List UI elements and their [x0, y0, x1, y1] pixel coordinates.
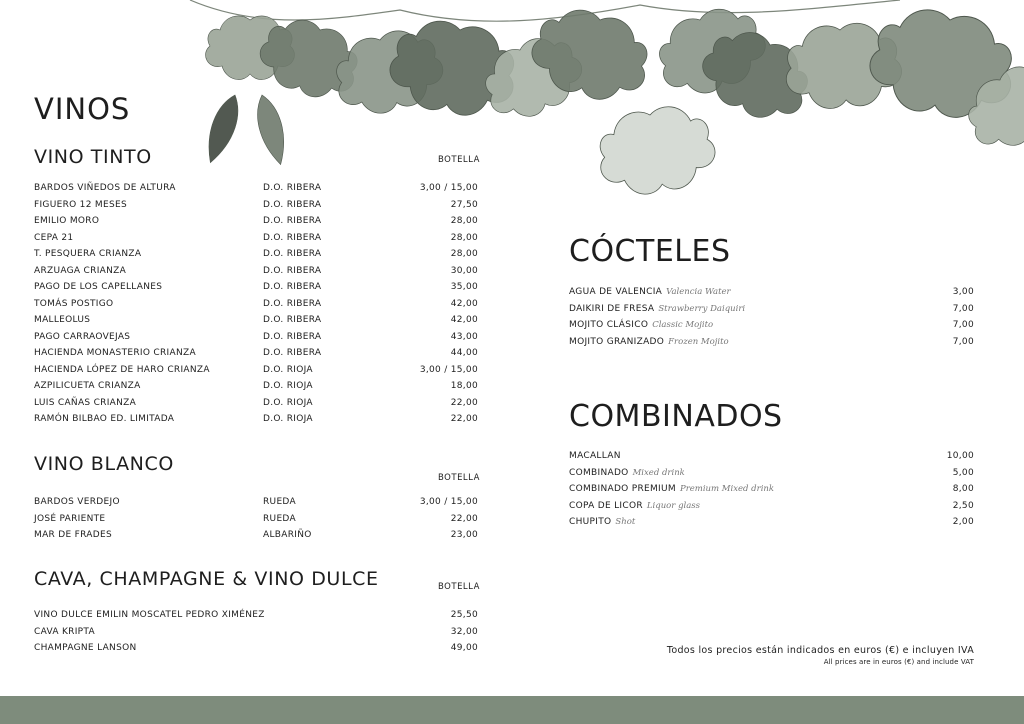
item-translation: Liquor glass	[646, 500, 701, 511]
item-name-text: CAVA KRIPTA	[34, 626, 95, 637]
item-price: 2,50	[952, 500, 974, 511]
item-price: 28,00	[450, 232, 478, 243]
item-price: 7,00	[952, 336, 974, 347]
item-region: D.O. RIOJA	[263, 397, 313, 408]
item-name-text: BARDOS VERDEJO	[34, 497, 120, 507]
item-name	[569, 467, 685, 479]
menu-item-row	[34, 529, 484, 541]
item-price: 43,00	[450, 331, 478, 342]
item-region: D.O. RIBERA	[263, 183, 322, 193]
item-price: 3,00 / 15,00	[419, 497, 478, 507]
item-region: RUEDA	[263, 497, 296, 507]
item-price: 42,00	[450, 315, 478, 325]
menu-item-row	[569, 467, 974, 479]
item-translation: Frozen Mojito	[668, 336, 729, 347]
item-name-text: COPA DE LICOR	[569, 500, 643, 511]
item-price: 7,00	[952, 303, 974, 314]
item-price: 3,00 / 15,00	[419, 364, 478, 375]
item-name	[34, 642, 137, 654]
menu-item-row	[34, 331, 484, 343]
menu-item-row	[34, 298, 484, 310]
vino-tinto-column-label: BOTELLA	[438, 155, 480, 165]
menu-item-row	[569, 516, 974, 528]
item-price: 22,00	[450, 397, 478, 408]
item-name-text: CHAMPAGNE LANSON	[34, 643, 137, 653]
item-name-text: AZPILICUETA CRIANZA	[34, 381, 141, 391]
item-price: 32,00	[450, 626, 478, 637]
item-price: 22,00	[450, 513, 478, 524]
menu-item-row	[34, 513, 484, 525]
item-name	[569, 500, 700, 512]
item-price: 18,00	[450, 381, 478, 391]
menu-item-row	[34, 642, 484, 654]
menu-item-row	[569, 483, 974, 495]
menu-item-row	[569, 303, 974, 315]
menu-item-row	[34, 215, 484, 227]
item-name	[34, 626, 95, 638]
item-price: 5,00	[952, 467, 974, 478]
item-name	[34, 248, 141, 260]
item-name	[34, 182, 176, 194]
item-name	[34, 513, 105, 525]
item-name	[34, 397, 136, 409]
item-price: 3,00 / 15,00	[419, 183, 478, 193]
item-region: D.O. RIBERA	[263, 315, 322, 325]
item-name	[34, 331, 130, 343]
price-note-english: All prices are in euros (€) and include VAT	[823, 658, 974, 666]
item-region: D.O. RIBERA	[263, 348, 322, 358]
vino-blanco-heading: VINO BLANCO	[34, 453, 174, 475]
menu-item-row	[34, 364, 484, 376]
item-name	[569, 303, 745, 315]
item-name-text: JOSÉ PARIENTE	[34, 513, 106, 524]
item-name	[34, 380, 141, 392]
item-region: D.O. RIOJA	[263, 364, 313, 375]
item-price: 28,00	[450, 216, 478, 226]
item-price: 2,00	[952, 517, 974, 527]
item-region: D.O. RIBERA	[263, 199, 322, 210]
item-translation: Premium Mixed drink	[679, 484, 775, 494]
menu-item-row	[34, 347, 484, 359]
item-translation: Valencia Water	[666, 287, 731, 297]
item-price: 22,00	[450, 414, 478, 424]
item-region: D.O. RIBERA	[263, 282, 322, 292]
menu-item-row	[34, 199, 484, 211]
item-name-text: ARZUAGA CRIANZA	[34, 265, 127, 276]
item-name-text: CHUPITO	[569, 517, 612, 527]
cocteles-heading: CÓCTELES	[569, 234, 731, 269]
cava-champagne-heading: CAVA, CHAMPAGNE & VINO DULCE	[34, 568, 379, 590]
item-price: 30,00	[450, 265, 478, 276]
item-region: D.O. RIBERA	[263, 298, 322, 309]
item-name-text: MOJITO CLÁSICO	[569, 320, 649, 330]
item-price: 8,00	[952, 484, 974, 494]
item-price: 42,00	[450, 298, 478, 309]
item-name-text: COMBINADO	[569, 467, 629, 478]
item-name-text: T. PESQUERA CRIANZA	[34, 249, 142, 259]
item-name-text: CEPA 21	[34, 232, 74, 243]
menu-item-row	[34, 413, 484, 425]
item-region: ALBARIÑO	[263, 530, 312, 540]
item-region: D.O. RIOJA	[263, 414, 313, 424]
item-price: 35,00	[450, 282, 478, 292]
item-name	[34, 314, 90, 326]
item-name-text: MACALLAN	[569, 451, 621, 461]
menu-item-row	[569, 500, 974, 512]
item-name-text: PAGO DE LOS CAPELLANES	[34, 282, 163, 292]
item-name	[34, 347, 196, 359]
item-translation: Classic Mojito	[652, 320, 714, 330]
item-price: 10,00	[946, 451, 974, 461]
item-price: 27,50	[450, 199, 478, 210]
item-translation: Shot	[615, 517, 636, 527]
item-region: D.O. RIBERA	[263, 265, 322, 276]
item-price: 49,00	[450, 643, 478, 653]
item-name-text: MALLEOLUS	[34, 315, 91, 325]
item-name-text: VINO DULCE EMILIN MOSCATEL PEDRO XIMÉNEZ	[34, 610, 265, 620]
menu-item-row	[569, 336, 974, 348]
item-name	[34, 496, 120, 508]
menu-item-row	[569, 319, 974, 331]
item-name-text: DAIKIRI DE FRESA	[569, 303, 655, 314]
item-name-text: COMBINADO PREMIUM	[569, 484, 676, 494]
item-price: 44,00	[450, 348, 478, 358]
item-translation: Strawberry Daiquiri	[658, 303, 746, 314]
menu-item-row	[34, 609, 484, 621]
ivy-leaves-illustration	[0, 0, 1024, 210]
item-name-text: AGUA DE VALENCIA	[569, 287, 663, 297]
item-name-text: PAGO CARRAOVEJAS	[34, 331, 131, 342]
item-name-text: TOMÁS POSTIGO	[34, 298, 114, 309]
item-price: 25,50	[450, 610, 478, 620]
item-translation: Mixed drink	[632, 467, 685, 478]
item-name	[569, 516, 635, 528]
vino-blanco-column-label: BOTELLA	[438, 473, 480, 483]
item-name-text: HACIENDA MONASTERIO CRIANZA	[34, 348, 196, 358]
item-region: D.O. RIOJA	[263, 381, 313, 391]
item-name-text: RAMÓN BILBAO ED. LIMITADA	[34, 414, 175, 424]
menu-item-row	[34, 265, 484, 277]
menu-item-row	[34, 314, 484, 326]
item-name-text: EMILIO MORO	[34, 216, 100, 226]
item-price: 23,00	[450, 530, 478, 540]
menu-item-row	[569, 286, 974, 298]
menu-item-row	[34, 397, 484, 409]
item-name	[34, 364, 210, 376]
item-region: RUEDA	[263, 513, 296, 524]
menu-item-row	[569, 450, 974, 462]
item-name-text: HACIENDA LÓPEZ DE HARO CRIANZA	[34, 364, 210, 375]
item-name-text: FIGUERO 12 MESES	[34, 199, 127, 210]
cava-column-label: BOTELLA	[438, 582, 480, 592]
menu-item-row	[34, 232, 484, 244]
item-price: 28,00	[450, 249, 478, 259]
menu-item-row	[34, 281, 484, 293]
item-name	[569, 450, 621, 462]
vinos-title: VINOS	[34, 92, 131, 126]
item-region: D.O. RIBERA	[263, 331, 322, 342]
item-name	[34, 609, 265, 621]
combinados-heading: COMBINADOS	[569, 399, 783, 434]
item-name	[34, 265, 126, 277]
item-region: D.O. RIBERA	[263, 232, 322, 243]
item-name	[34, 281, 162, 293]
item-name-text: BARDOS VIÑEDOS DE ALTURA	[34, 183, 176, 193]
item-name	[34, 529, 112, 541]
menu-item-row	[34, 496, 484, 508]
item-price: 7,00	[952, 320, 974, 330]
item-name-text: LUIS CAÑAS CRIANZA	[34, 397, 137, 408]
item-name	[569, 483, 774, 495]
item-name	[34, 215, 99, 227]
item-name	[34, 298, 113, 310]
item-name-text: MAR DE FRADES	[34, 530, 112, 540]
menu-item-row	[34, 380, 484, 392]
item-name	[569, 336, 729, 348]
price-note-spanish: Todos los precios están indicados en euros (€) e incluyen IVA	[666, 645, 974, 656]
item-name	[569, 319, 713, 331]
item-name-text: MOJITO GRANIZADO	[569, 336, 665, 347]
item-price: 3,00	[952, 287, 974, 297]
item-name	[34, 232, 73, 244]
footer-bar	[0, 696, 1024, 724]
menu-item-row	[34, 626, 484, 638]
item-name	[34, 199, 127, 211]
menu-item-row	[34, 248, 484, 260]
item-region: D.O. RIBERA	[263, 249, 322, 259]
item-region: D.O. RIBERA	[263, 216, 322, 226]
menu-item-row	[34, 182, 484, 194]
item-name	[569, 286, 731, 298]
item-name	[34, 413, 174, 425]
vino-tinto-heading: VINO TINTO	[34, 146, 152, 168]
